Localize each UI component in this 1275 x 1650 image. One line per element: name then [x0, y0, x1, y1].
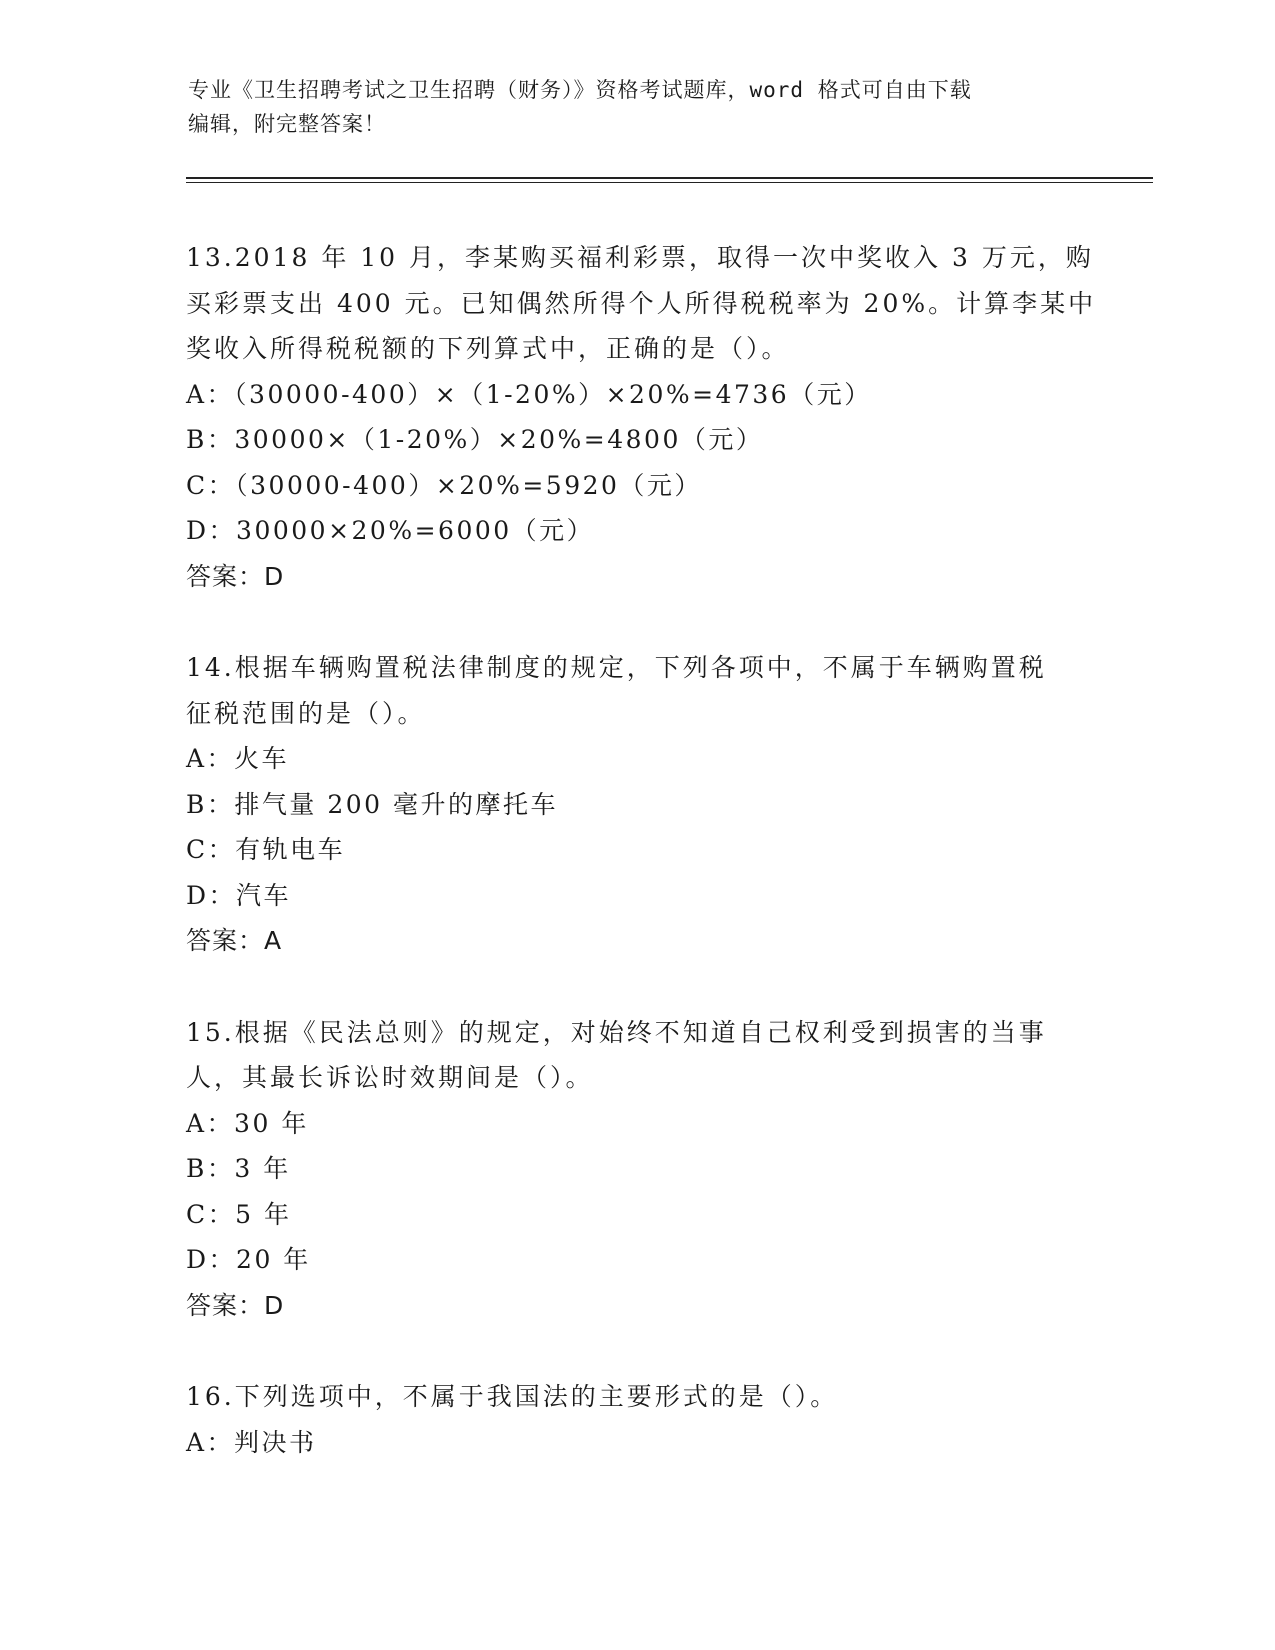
answer-text: 答案：A: [186, 926, 283, 955]
option-a: A：（30000-400）×（1-20%）×20%=4736（元）: [186, 379, 872, 409]
option-b: B：30000×（1-20%）×20%=4800（元）: [186, 425, 764, 454]
stem-line: 14.根据车辆购置税法律制度的规定，下列各项中，不属于车辆购置税: [186, 653, 1047, 682]
option-a: A：判决书: [186, 1427, 317, 1457]
answer-text: 答案：D: [186, 561, 285, 591]
stem-line: 13.2018 年 10 月，李某购买福利彩票，取得一次中奖收入 3 万元，购: [186, 243, 1094, 272]
option-c: C：有轨电车: [186, 835, 346, 864]
option-b: B：3 年: [186, 1154, 291, 1183]
option-b: B：排气量 200 毫升的摩托车: [186, 789, 558, 819]
option-a: A：火车: [186, 744, 290, 773]
stem-line: 买彩票支出 400 元。已知偶然所得个人所得税税率为 20%。计算李某中: [186, 288, 1097, 318]
option-c: C：（30000-400）×20%=5920（元）: [186, 470, 702, 500]
answer-text: 答案：D: [186, 1290, 285, 1320]
option-a: A：30 年: [186, 1108, 309, 1138]
stem-line: 人，其最长诉讼时效期间是（）。: [186, 1063, 594, 1092]
option-c: C：5 年: [186, 1199, 292, 1229]
option-d: D：汽车: [186, 880, 292, 910]
header-line-2: 编辑，附完整答案！: [188, 112, 386, 136]
question-stem: [186, 1010, 1086, 1101]
question-stem: [186, 1374, 1086, 1420]
header-divider-thick: [186, 177, 1153, 179]
question-16: [186, 1374, 1086, 1465]
header-line-1: 专业《卫生招聘考试之卫生招聘（财务）》资格考试题库，word 格式可自由下载: [188, 78, 972, 102]
document-header: [188, 73, 1068, 141]
question-13: [186, 235, 1097, 599]
stem-line: 15.根据《民法总则》的规定，对始终不知道自己权利受到损害的当事: [186, 1017, 1047, 1047]
stem-line: 征税范围的是（）。: [186, 698, 426, 728]
stem-line: 16.下列选项中，不属于我国法的主要形式的是（）。: [186, 1382, 839, 1411]
option-d: D：20 年: [186, 1245, 311, 1274]
option-d: D：30000×20%=6000（元）: [186, 516, 595, 545]
header-divider-thin: [186, 182, 1153, 183]
question-list: [186, 235, 1097, 1511]
stem-line: 奖收入所得税税额的下列算式中，正确的是（）。: [186, 334, 790, 363]
question-stem: [186, 235, 1097, 372]
question-stem: [186, 645, 1086, 736]
question-14: [186, 645, 1086, 964]
question-15: [186, 1010, 1086, 1329]
